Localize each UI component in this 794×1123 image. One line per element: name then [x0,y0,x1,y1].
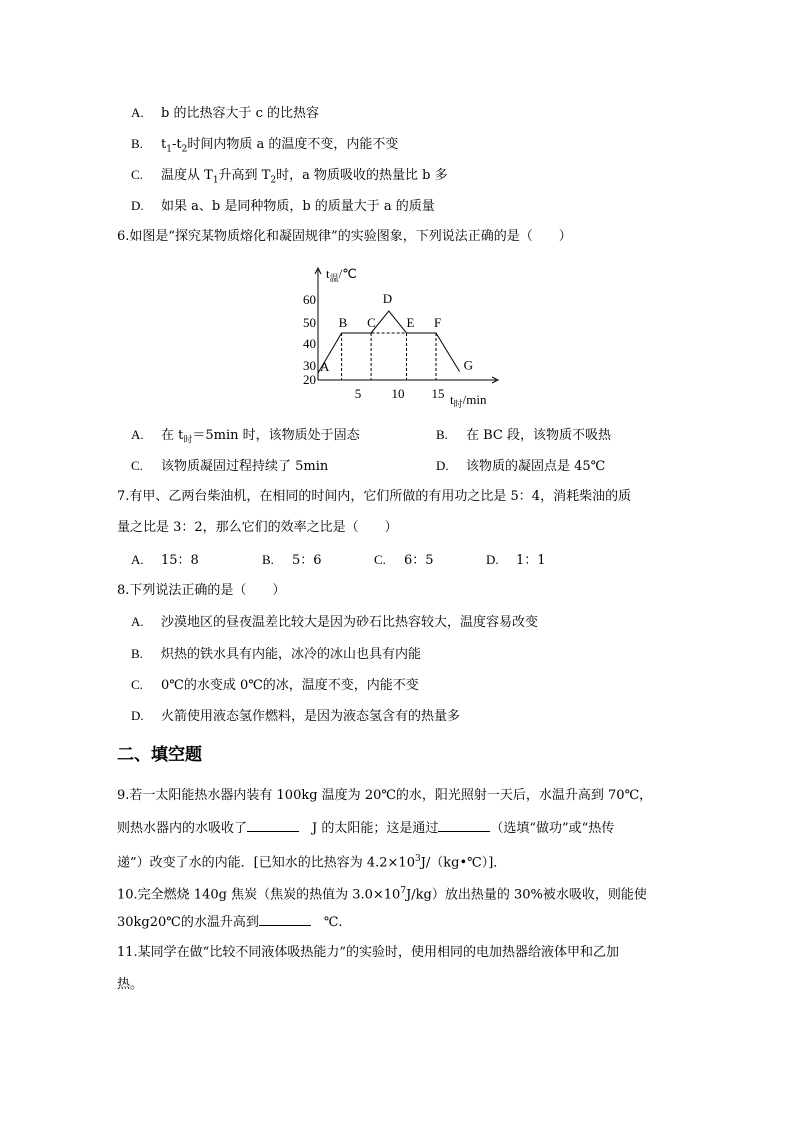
option-text: 15：8 [161,553,199,568]
subscript: 1 [212,175,219,186]
q8-option-b [131,646,421,663]
q6-option-d [436,458,605,475]
text-part: J/kg）放出热量的 30%被水吸收，则能使 [406,887,647,903]
q10-line2 [117,914,343,931]
subscript: 2 [270,175,277,186]
option-text: 5：6 [292,553,322,568]
option-letter: C. [131,167,143,182]
text-part: （选填“做功”或“热传 [490,821,615,836]
q5-option-b [131,136,398,158]
option-letter: A. [131,105,144,120]
q6-option-a [131,427,360,449]
option-text: 该物质凝固过程持续了 5min [161,459,329,474]
option-text: 炽热的铁水具有内能，冰冷的冰山也具有内能 [161,647,422,662]
option-letter: B. [131,646,143,661]
q9-line1: 9.若一太阳能热水器内装有 100kg 温度为 20℃的水，阳光照射一天后，水温升高到 70℃， [117,788,653,803]
x-tick-label: 10 [391,386,405,401]
option-text: 该物质的凝固点是 45℃ [466,459,606,474]
q6-stem: 6.如图是“探究某物质熔化和凝固规律”的实验图象，下列说法正确的是（ ） [117,229,572,244]
point-label: B [338,315,348,330]
option-letter: D. [486,552,499,567]
option-letter: B. [131,136,143,151]
option-letter: A. [131,552,144,567]
option-letter: C. [131,677,143,692]
q7-stem-line1: 7.有甲、乙两台柴油机，在相同的时间内，它们所做的有用功之比是 5：4，消耗柴油的质 [117,489,632,504]
q7-option-b [262,552,322,569]
option-text: 沙漠地区的昼夜温差比较大是因为砂石比热容较大，温度容易改变 [161,615,539,630]
text-part: 则热水器内的水吸收了 [117,821,248,836]
option-letter: A. [131,427,144,442]
superscript: 7 [400,886,407,896]
section-title: 二、填空题 [117,745,202,765]
text-part: 10.完全燃烧 140g 焦炭（焦炭的热值为 3.0×10 [117,887,401,903]
q8-stem: 8.下列说法正确的是（ ） [117,583,286,598]
option-text: 1：1 [516,553,546,568]
superscript: 3 [414,854,421,864]
q7-stem-line2: 量之比是 3：2，那么它们的效率之比是（ ） [117,520,398,535]
point-label: G [463,357,473,373]
answer-blank[interactable] [259,914,311,926]
option-text-part: ＝5min 时，该物质处于固态 [192,428,360,443]
point-label: C [367,315,376,330]
q5-option-d [131,198,435,215]
option-letter: C. [131,458,143,473]
q7-option-c [374,552,434,569]
y-tick-label: 30 [303,358,316,373]
point-label: A [320,359,330,374]
q5-option-a [131,105,319,122]
text-part: J/（kg•℃）]． [420,855,507,871]
option-letter: D. [131,708,144,723]
option-text-part: 时，a 物质吸收的热量比 b 多 [276,168,448,183]
text-part: 30kg20℃的水温升高到 [117,915,259,930]
option-text: 火箭使用液态氢作燃料，是因为液态氢含有的热量多 [161,709,461,724]
q8-option-a [131,614,538,631]
q7-option-a [131,552,199,569]
option-letter: A. [131,614,144,629]
text-part: 递”）改变了水的内能．[已知水的比热容为 4.2×10 [117,855,415,871]
option-text-part: 时间内物质 a 的温度不变，内能不变 [187,137,399,152]
point-label: E [406,315,415,330]
point-label: D [382,291,393,306]
q6-option-b [436,427,611,444]
option-text: 0℃的水变成 0℃的冰，温度不变，内能不变 [161,678,419,693]
option-letter: C. [374,552,386,567]
option-letter: B. [262,552,274,567]
option-text-part: 升高到 T [218,168,271,183]
y-tick-label: 20 [303,372,316,387]
option-letter: B. [436,427,448,442]
y-tick-label: 50 [303,315,316,330]
x-tick-label: 5 [354,386,362,401]
subscript: 2 [181,144,188,155]
q7-option-d [486,552,546,569]
point-label: F [434,315,442,330]
text-part: ℃. [310,915,343,930]
option-text-part: -t [171,137,182,152]
q8-option-c [131,677,419,694]
melting-solidification-chart [296,262,516,412]
option-text-part: 温度从 T [161,168,213,183]
q5-option-c [131,167,448,189]
q11-line1: 11.某同学在做“比较不同液体吸热能力”的实验时，使用相同的电加热器给液体甲和乙加 [117,945,619,960]
q6-option-c [131,458,328,475]
option-text-part: 在 t [161,428,184,443]
option-text: 6：5 [404,553,434,568]
subscript: 时 [183,435,193,446]
q9-line3 [117,851,506,871]
answer-blank[interactable] [438,820,490,832]
x-axis-label: $t_时/\min$ [450,392,487,409]
y-tick-label: 40 [303,336,316,351]
q9-line2 [117,820,614,837]
answer-blank[interactable] [247,820,299,832]
q8-option-d [131,708,460,725]
y-axis-label: $t_温/℃$ [326,266,357,283]
q11-line2: 热。 [117,977,144,992]
option-letter: D. [131,198,144,213]
subscript: 1 [166,144,172,155]
option-text-part: t [161,137,167,152]
q10-line1 [117,883,647,903]
y-tick-label: 60 [303,292,316,307]
option-text: 如果 a、b 是同种物质，b 的质量大于 a 的质量 [161,199,435,214]
option-letter: D. [436,458,449,473]
option-text: 在 BC 段，该物质不吸热 [466,428,612,443]
x-tick-label: 15 [431,386,445,401]
text-part: J 的太阳能；这是通过 [299,821,439,836]
option-text: b 的比热容大于 c 的比热容 [161,106,319,121]
